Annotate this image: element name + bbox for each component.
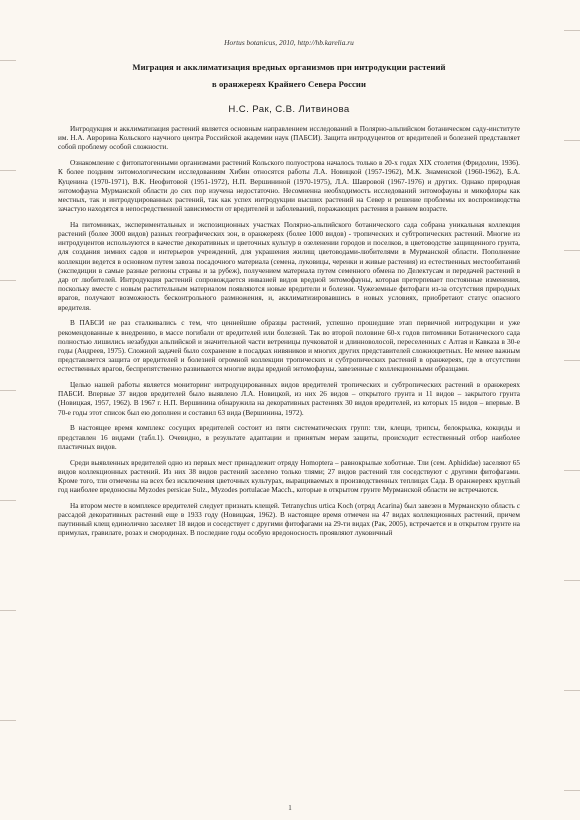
paper-page — [58, 38, 520, 545]
paragraph-goal: Целью нашей работы является мониторинг интродуцированных видов вредителей тропических и субтропических растений в оранжереях ПАБСИ. Впервые 37 видов вредителей было выявлено Л.А. Новицкой, из них 26 видов – открытого грунта и 11 видов – закрытого грунта (Новицкая, 1957, 1962). В 1967 г. Н.П. Вершинина обнаружила на декоративных растениях 30 видов вредителей, из которых 15 видов – впервые. В 70-е годы этот список был ею дополнен и составил 63 вида (Вершинина, 1972). — [58, 381, 520, 417]
paragraph-mites: На втором месте в комплексе вредителей следует признать клещей. Tetranychus urtica Koch (отряд Acarina) был завезен в Мурманскую область с рассадой декоративных растений еще в 1933 году (Новицкая, 1962). В настоящее время отмечен на 47 видах коллекционных растений, причем паутинный клещ единолично заселяет 18 видов и соседствует с другими фитофагами на 29-ти видах (Рак, 2005), встречается и в открытом грунте на примулах, гравилате, розах и смородинах. В последние годы особую вредоносность проявляют луковичный — [58, 501, 520, 538]
paper-title-line-1: Миграция и акклиматизация вредных организмов при интродукции растений — [132, 62, 446, 72]
edge-mark — [564, 690, 580, 691]
page-number: 1 — [288, 804, 292, 812]
edge-mark — [0, 280, 16, 281]
paragraph-intro: Интродукция и акклиматизация растений является основным направлением исследований в Полярно-альпийском ботаническом саду-институте им. Н.А. Аврорина Кольского научного центра Российской академии наук (ПАБСИ). Защита интродуцентов от вредителей и болезней представляет собой проблему особой сложности. — [58, 125, 520, 152]
edge-mark — [0, 60, 16, 61]
edge-mark — [564, 470, 580, 471]
edge-mark — [0, 500, 16, 501]
edge-mark — [0, 610, 16, 611]
authors: Н.С. Рак, С.В. Литвинова — [228, 104, 350, 115]
paragraph-collection: На питомниках, экспериментальных и экспозиционных участках Полярно-альпийского ботанического сада собрана уникальная коллекция растений (более 3000 видов) разных географических зон, в оранжереях (более 1000 видов) - тропических и субтропических растений. Многие из интродуцентов используются в качестве декоративных и цветочных культур в озеленении городов и поселков, в цветоводстве защищенного грунта, для создания зимних садов и интерьеров учреждений, для украшения жилищ цветоводами-любителями в Мурманской области. Пополнение коллекции ведется в основном путем завоза посадочного материала (семена, луковицы, черенки и живые растения) из естественных местообитаний (экспедиции в самые разные регионы страны и за рубеж), получением материала путем семенного обмена по Делектусам и передачей растений в дар от любителей. Интродукция растений сопровождается инвазией видов вредной энтомофауны, которая претерпевает постоянные изменения, поскольку вместе с новым растительным материалом появляются новые вредители и болезни. Чужеземные фитофаги из-за отсутствия природных врагов, получают возможность бесконтрольного размножения, и, акклиматизировавшись в новых условиях, приобретают статус опасного вредителя. — [58, 220, 520, 312]
paper-title-line-2: в оранжереях Крайнего Севера России — [211, 79, 367, 89]
paragraph-history: Ознакомление с фитопатогенными организмами растений Кольского полуострова началось только в 20-х годах XIX столетия (Фридолин, 1936). К более поздним энтомологическим исследованиям Хибин относятся работы Л.А. Новицкой (1957-1962), М.К. Знаменской (1960-1962), Б.А. Куценина (1970-1971), В.К. Неофитовой (1951-1972), Н.П. Вершининой (1970-1975), Л.А. Шавровой (1967-1976) и других. Однако природная энтомофауна Мурманской области до сих пор изучена недостаточно. Несомненна необходимость исследований энтомофауны и микофлоры как местных, так и интродуцированных растений, так как успех интродукции высших растений на Север и решение проблемы их воспроизводства зачастую находятся в непосредственной зависимости от вредителей и заболеваний, поражающих растения в раннем возрасте. — [58, 159, 520, 214]
edge-mark — [564, 250, 580, 251]
paragraph-current: В настоящее время комплекс сосущих вредителей состоит из пяти систематических групп: тли, клещи, трипсы, белокрылка, кокциды и представлен 16 видами (табл.1). Очевидно, в результате адаптации и принятым мерам защиты, происходит естественный отбор наиболее пластичных видов. — [58, 424, 520, 451]
edge-mark — [0, 390, 16, 391]
edge-mark — [564, 140, 580, 141]
edge-mark — [564, 580, 580, 581]
journal-header: Hortus botanicus, 2010, http://hb.karelia.ru — [224, 38, 354, 47]
paragraph-homoptera: Среди выявленных вредителей одно из первых мест принадлежит отряду Homoptera – равнокрылые хоботные. Тли (сем. Aphididae) заселяют 65 видов коллекционных растений. Из них 38 видов растений заселено только тлями; 27 видов растений тля соседствуют с другими фитофагами. Кроме того, тли отмечены на всех без исключения цветочных культурах, выращиваемых в производственных теплицах Сада. В оранжереях круглый год наиболее вредоносны Myzodes persicae Sulz., Myzodes portulacae Macch., которые в открытом грунте Мурманской области не встречаются. — [58, 458, 520, 495]
edge-mark — [564, 790, 580, 791]
paragraph-problems: В ПАБСИ не раз сталкивались с тем, что ценнейшие образцы растений, успешно прошедшие этап первичной интродукции и уже рекомендованные к внедрению, в массе погибали от вредителей или болезней. Так во второй половине 60-х годов питомники Ботанического сада полностью лишились незабудки альпийской и значительной части ветреницы пучковатой и длинноволосой, переселенных с Алтая и Кавказа в 30-е годы (Андреев, 1975). Сложной задачей было сохранение в посадках нивяников и многих других представителей сложноцветных. Не менее важным представляется защита от вредителей и болезней огромной коллекции тропических и субтропических растений в оранжереях, где в отсутствии естественных врагов, беспрепятственно развиваются многие виды вредной энтомофауны, завезенные с коллекционными образцами. — [58, 319, 520, 374]
edge-mark — [0, 170, 16, 171]
edge-mark — [564, 360, 580, 361]
edge-mark — [564, 30, 580, 31]
edge-mark — [0, 720, 16, 721]
